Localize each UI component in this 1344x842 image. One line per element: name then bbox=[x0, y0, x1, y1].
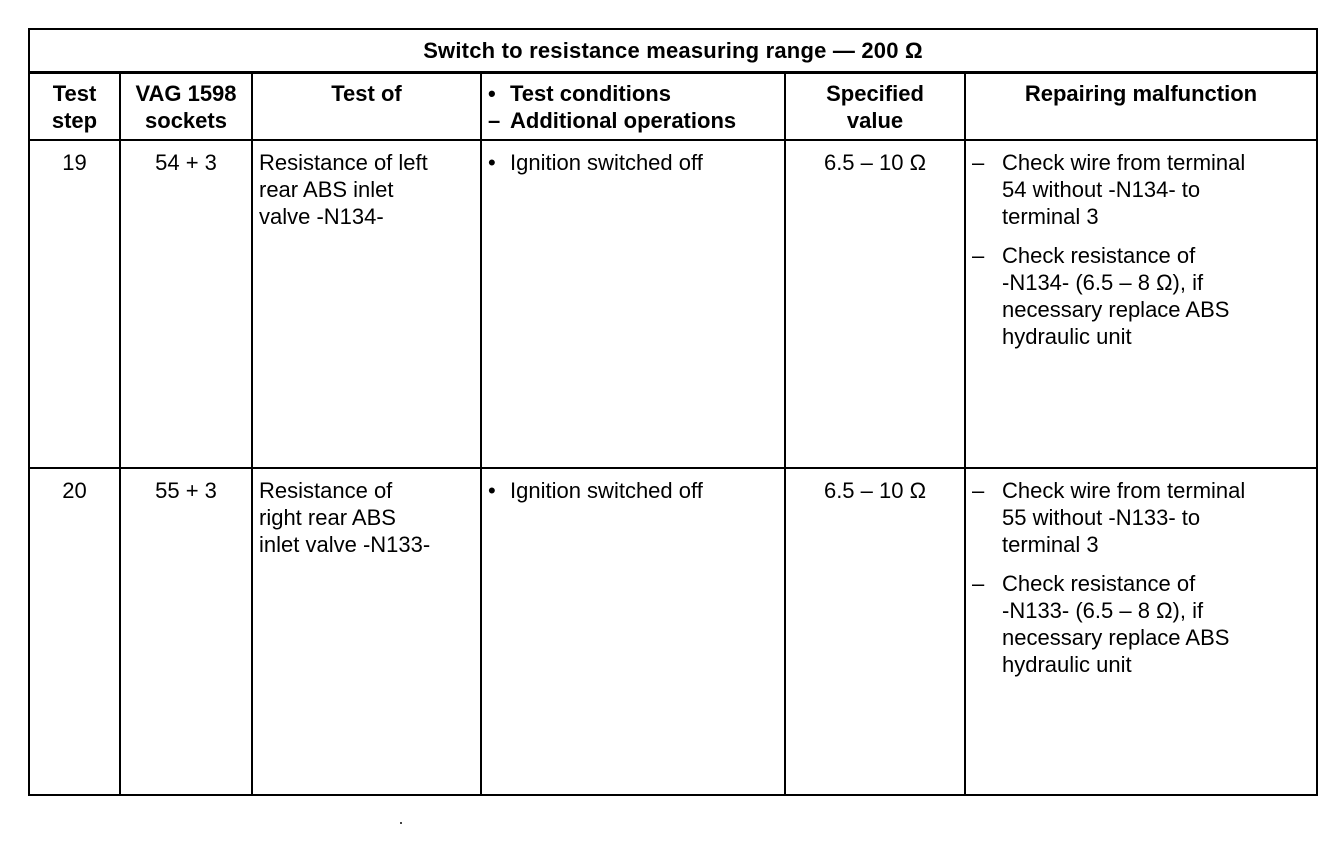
bullet-icon: • bbox=[488, 478, 496, 503]
cell-sockets: 54 + 3 bbox=[120, 140, 252, 468]
cell-test-of: Resistance of right rear ABS inlet valve -N133- bbox=[252, 468, 481, 796]
test-table bbox=[30, 74, 1316, 796]
repair-item: – Check resistance of -N134- (6.5 – 8 Ω), if necessary replace ABS hydraulic unit bbox=[972, 243, 1230, 349]
scan-speck bbox=[400, 822, 402, 824]
measuring-range-banner: Switch to resistance measuring range — 200 Ω bbox=[30, 30, 1316, 74]
bullet-icon: • bbox=[488, 81, 496, 106]
header-repair: Repairing malfunction bbox=[965, 74, 1316, 140]
cell-condition: • Ignition switched off bbox=[481, 140, 785, 468]
dash-icon: – bbox=[488, 108, 501, 133]
header-sockets: VAG 1598 sockets bbox=[120, 74, 252, 140]
repair-item: – Check resistance of -N133- (6.5 – 8 Ω), if necessary replace ABS hydraulic unit bbox=[972, 571, 1230, 677]
cell-specified-value: 6.5 – 10 Ω bbox=[785, 140, 965, 468]
header-test-of: Test of bbox=[252, 74, 481, 140]
cell-specified-value: 6.5 – 10 Ω bbox=[785, 468, 965, 796]
test-table-sheet bbox=[28, 28, 1318, 796]
repair-item: – Check wire from terminal 55 without -N133- to terminal 3 bbox=[972, 478, 1246, 557]
dash-icon: – bbox=[972, 243, 985, 268]
header-row bbox=[30, 74, 1316, 140]
table-row bbox=[30, 140, 1316, 468]
dash-icon: – bbox=[972, 150, 985, 175]
cell-repair bbox=[965, 140, 1316, 468]
bullet-icon: • bbox=[488, 150, 496, 175]
header-conditions: • Test conditions – Additional operations bbox=[481, 74, 785, 140]
cell-step: 20 bbox=[62, 478, 87, 503]
cell-sockets: 55 + 3 bbox=[120, 468, 252, 796]
cell-step: 19 bbox=[30, 140, 120, 468]
repair-item: – Check wire from terminal 54 without -N134- to terminal 3 bbox=[972, 150, 1246, 229]
cell-repair bbox=[965, 468, 1316, 796]
dash-icon: – bbox=[972, 571, 985, 596]
table-row bbox=[30, 468, 1316, 796]
cell-condition: • Ignition switched off bbox=[481, 468, 785, 796]
cell-test-of: Resistance of left rear ABS inlet valve -N134- bbox=[252, 140, 481, 468]
dash-icon: – bbox=[972, 478, 985, 503]
header-specified-value: Specified value bbox=[785, 74, 965, 140]
header-test-step: Test step bbox=[30, 74, 120, 140]
